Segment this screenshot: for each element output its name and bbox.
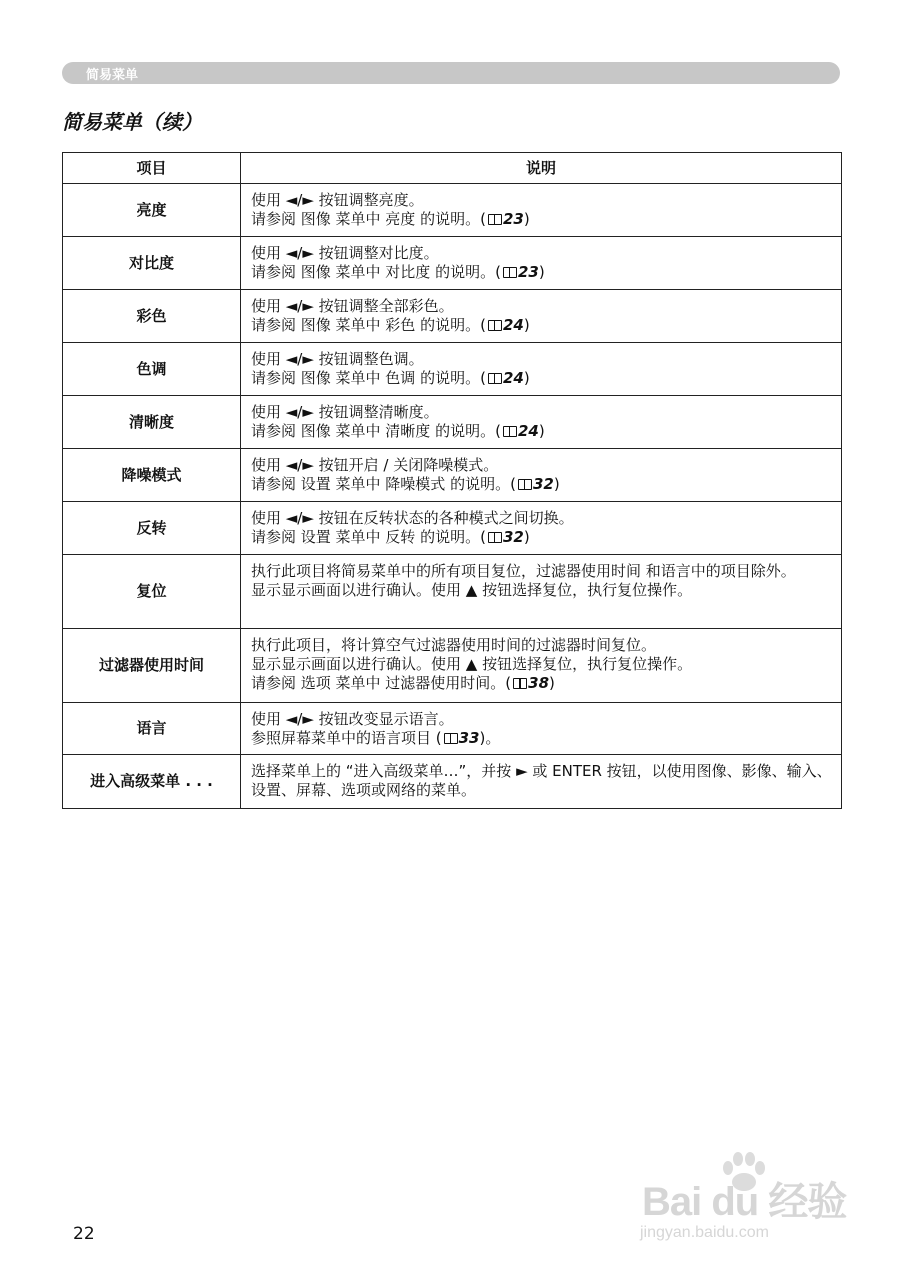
book-reference-icon bbox=[488, 320, 502, 331]
menu-item-description bbox=[241, 184, 842, 237]
book-reference-icon bbox=[518, 479, 532, 490]
description-suffix: ) bbox=[523, 316, 530, 334]
watermark bbox=[640, 1150, 850, 1250]
description-text: 执行此项目，将计算空气过滤器使用时间的过滤器时间复位。 bbox=[251, 636, 657, 654]
description-text: 请参阅 图像 菜单中 亮度 的说明。( bbox=[251, 210, 486, 228]
description-text: 显示显示画面以进行确认。使用 ▲ 按钮选择复位，执行复位操作。 bbox=[251, 655, 693, 673]
column-header-description: 说明 bbox=[241, 153, 842, 184]
description-line bbox=[251, 422, 833, 441]
description-suffix: ) bbox=[523, 369, 530, 387]
menu-item-description bbox=[241, 343, 842, 396]
description-text: 选择菜单上的 “进入高级菜单…”，并按 ► 或 ENTER 按钮，以使用图像、影像、输入、设置、屏幕、选项或网络的菜单。 bbox=[251, 762, 832, 799]
section-header-bar bbox=[62, 62, 840, 84]
page-reference[interactable]: 24 bbox=[502, 369, 524, 387]
table-row bbox=[63, 449, 842, 502]
menu-item-description bbox=[241, 396, 842, 449]
book-reference-icon bbox=[488, 532, 502, 543]
description-suffix: ) bbox=[538, 422, 545, 440]
description-suffix: ) bbox=[523, 528, 530, 546]
menu-item-name: 反转 bbox=[63, 502, 241, 555]
menu-table bbox=[62, 152, 842, 809]
menu-item-name: 对比度 bbox=[63, 237, 241, 290]
menu-item-description bbox=[241, 629, 842, 703]
book-reference-icon bbox=[444, 733, 458, 744]
table-row bbox=[63, 237, 842, 290]
menu-item-description bbox=[241, 290, 842, 343]
description-line bbox=[251, 369, 833, 388]
description-text: 请参阅 设置 菜单中 反转 的说明。( bbox=[251, 528, 486, 546]
page-reference[interactable]: 24 bbox=[517, 422, 539, 440]
menu-item-description bbox=[241, 237, 842, 290]
table-row bbox=[63, 703, 842, 755]
menu-item-name: 过滤器使用时间 bbox=[63, 629, 241, 703]
description-line bbox=[251, 674, 833, 693]
description-text: 请参阅 图像 菜单中 色调 的说明。( bbox=[251, 369, 486, 387]
description-line bbox=[251, 762, 833, 800]
description-line bbox=[251, 191, 833, 210]
description-text: 请参阅 选项 菜单中 过滤器使用时间。( bbox=[251, 674, 512, 692]
description-suffix: ) bbox=[538, 263, 545, 281]
page-reference[interactable]: 24 bbox=[502, 316, 524, 334]
menu-item-description bbox=[241, 555, 842, 629]
description-line bbox=[251, 210, 833, 229]
description-line bbox=[251, 509, 833, 528]
menu-item-description bbox=[241, 755, 842, 809]
table-row bbox=[63, 396, 842, 449]
page-reference[interactable]: 23 bbox=[502, 210, 524, 228]
description-line bbox=[251, 710, 833, 729]
table-row bbox=[63, 555, 842, 629]
table-row bbox=[63, 184, 842, 237]
menu-item-description bbox=[241, 449, 842, 502]
description-text: 使用 ◄/► 按钮调整清晰度。 bbox=[251, 403, 439, 421]
description-suffix: )。 bbox=[479, 729, 501, 747]
description-line bbox=[251, 655, 833, 674]
description-line bbox=[251, 297, 833, 316]
description-suffix: ) bbox=[523, 210, 530, 228]
description-line bbox=[251, 528, 833, 547]
menu-item-name: 复位 bbox=[63, 555, 241, 629]
description-line bbox=[251, 350, 833, 369]
description-line bbox=[251, 475, 833, 494]
description-text: 执行此项目将简易菜单中的所有项目复位，过滤器使用时间 和语言中的项目除外。 bbox=[251, 562, 796, 580]
description-line bbox=[251, 636, 833, 655]
description-text: 请参阅 图像 菜单中 彩色 的说明。( bbox=[251, 316, 486, 334]
page-reference[interactable]: 23 bbox=[517, 263, 539, 281]
description-text: 使用 ◄/► 按钮改变显示语言。 bbox=[251, 710, 454, 728]
description-text: 请参阅 图像 菜单中 对比度 的说明。( bbox=[251, 263, 501, 281]
table-row bbox=[63, 343, 842, 396]
description-suffix: ) bbox=[549, 674, 555, 692]
menu-item-name: 亮度 bbox=[63, 184, 241, 237]
table-row bbox=[63, 755, 842, 809]
description-line bbox=[251, 456, 833, 475]
page-reference[interactable]: 32 bbox=[532, 475, 554, 493]
menu-item-name: 语言 bbox=[63, 703, 241, 755]
description-line bbox=[251, 562, 833, 581]
page-title: 简易菜单（续） bbox=[62, 110, 202, 134]
watermark-logo-text: Bai du 经验 bbox=[642, 1180, 847, 1224]
watermark-url: jingyan.baidu.com bbox=[640, 1224, 769, 1241]
description-text: 使用 ◄/► 按钮开启 / 关闭降噪模式。 bbox=[251, 456, 499, 474]
description-line bbox=[251, 316, 833, 335]
page-reference[interactable]: 38 bbox=[528, 674, 550, 692]
table-row bbox=[63, 290, 842, 343]
description-text: 请参阅 图像 菜单中 清晰度 的说明。( bbox=[251, 422, 501, 440]
description-text: 使用 ◄/► 按钮调整全部彩色。 bbox=[251, 297, 454, 315]
menu-item-description bbox=[241, 502, 842, 555]
book-reference-icon bbox=[503, 267, 517, 278]
description-text: 使用 ◄/► 按钮调整色调。 bbox=[251, 350, 424, 368]
menu-item-description bbox=[241, 703, 842, 755]
description-text: 使用 ◄/► 按钮在反转状态的各种模式之间切换。 bbox=[251, 509, 574, 527]
page-reference[interactable]: 32 bbox=[502, 528, 524, 546]
menu-item-name: 清晰度 bbox=[63, 396, 241, 449]
page-reference[interactable]: 33 bbox=[458, 729, 480, 747]
description-text: 使用 ◄/► 按钮调整亮度。 bbox=[251, 191, 424, 209]
menu-item-name: 降噪模式 bbox=[63, 449, 241, 502]
table-row bbox=[63, 502, 842, 555]
page-number: 22 bbox=[73, 1224, 95, 1244]
description-suffix: ) bbox=[553, 475, 560, 493]
table-body bbox=[63, 184, 842, 809]
description-text: 请参阅 设置 菜单中 降噪模式 的说明。( bbox=[251, 475, 516, 493]
description-line bbox=[251, 263, 833, 282]
menu-item-name: 彩色 bbox=[63, 290, 241, 343]
description-text: 使用 ◄/► 按钮调整对比度。 bbox=[251, 244, 439, 262]
section-header-label: 简易菜单 bbox=[86, 68, 139, 83]
book-reference-icon bbox=[503, 426, 517, 437]
description-line bbox=[251, 729, 833, 748]
menu-item-name: 色调 bbox=[63, 343, 241, 396]
table-header-row bbox=[63, 153, 842, 184]
description-line bbox=[251, 244, 833, 263]
description-text: 显示显示画面以进行确认。使用 ▲ 按钮选择复位，执行复位操作。 bbox=[251, 581, 693, 599]
description-line bbox=[251, 403, 833, 422]
column-header-item: 项目 bbox=[63, 153, 241, 184]
book-reference-icon bbox=[488, 373, 502, 384]
book-reference-icon bbox=[513, 678, 527, 689]
description-line bbox=[251, 581, 833, 600]
description-text: 参照屏幕菜单中的语言项目 ( bbox=[251, 729, 442, 747]
table-row bbox=[63, 629, 842, 703]
book-reference-icon bbox=[488, 214, 502, 225]
menu-item-name: 进入高级菜单 . . . bbox=[63, 755, 241, 809]
